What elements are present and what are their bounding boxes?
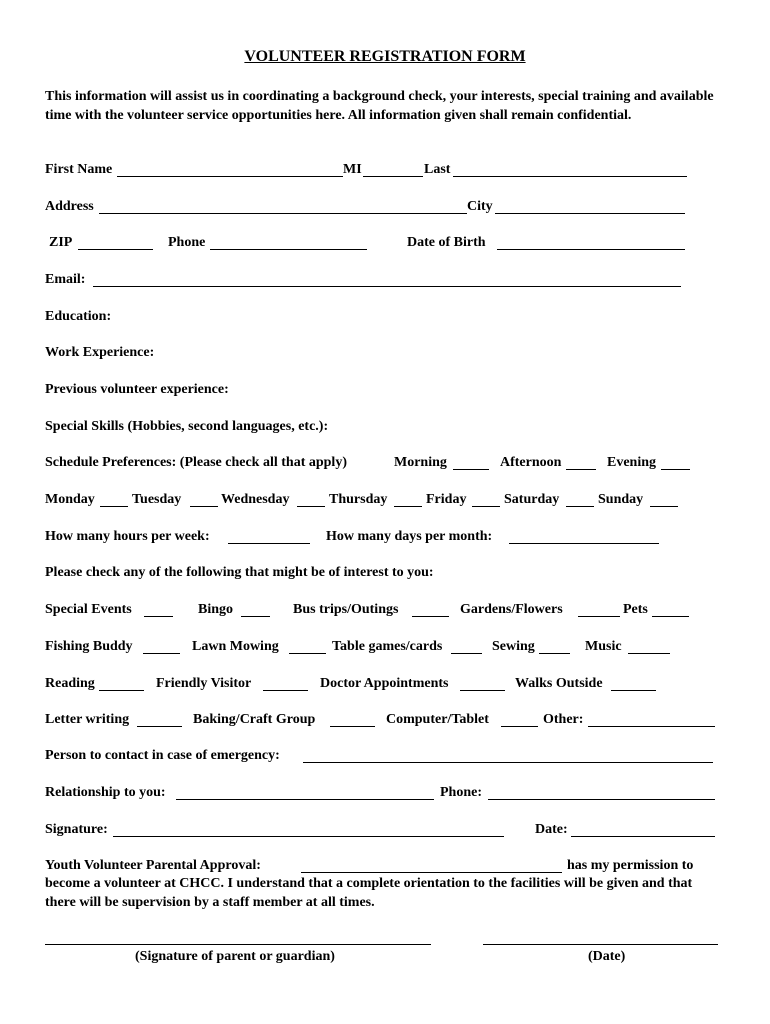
fishing-buddy-label: Fishing Buddy bbox=[45, 639, 133, 654]
bus-trips-label: Bus trips/Outings bbox=[293, 602, 399, 617]
reading-label: Reading bbox=[45, 676, 95, 691]
email-row bbox=[45, 271, 745, 289]
computer-tablet-checkbox[interactable] bbox=[501, 726, 538, 727]
relationship-field[interactable] bbox=[176, 799, 434, 800]
table-games-checkbox[interactable] bbox=[451, 653, 482, 654]
doctor-appointments-label: Doctor Appointments bbox=[320, 676, 449, 691]
schedule-row bbox=[45, 454, 745, 472]
email-field[interactable] bbox=[93, 286, 681, 287]
last-name-label: Last bbox=[424, 162, 451, 177]
emergency-contact-field[interactable] bbox=[303, 762, 713, 763]
dob-field[interactable] bbox=[497, 249, 685, 250]
pets-checkbox[interactable] bbox=[652, 616, 689, 617]
reading-checkbox[interactable] bbox=[99, 690, 144, 691]
intro-paragraph: This information will assist us in coordinating a background check, your interests, special training and available time with the volunteer service opportunities here. All information given shall remain confidential. bbox=[45, 89, 714, 123]
relationship-row bbox=[45, 784, 745, 802]
bingo-checkbox[interactable] bbox=[241, 616, 270, 617]
friday-checkbox[interactable] bbox=[472, 506, 500, 507]
permission-text: has my permission to bbox=[567, 858, 694, 873]
parental-approval-text: become a volunteer at CHCC. I understand that a complete orientation to the facilities will be given and that there will be supervision by a staff member at all times. bbox=[45, 876, 693, 910]
sunday-checkbox[interactable] bbox=[650, 506, 678, 507]
gardens-flowers-label: Gardens/Flowers bbox=[460, 602, 563, 617]
date-field[interactable] bbox=[571, 836, 715, 837]
sewing-label: Sewing bbox=[492, 639, 535, 654]
emergency-row bbox=[45, 747, 745, 765]
gardens-flowers-checkbox[interactable] bbox=[578, 616, 620, 617]
monday-label: Monday bbox=[45, 492, 95, 507]
zip-field[interactable] bbox=[78, 249, 153, 250]
city-label: City bbox=[467, 199, 493, 214]
bus-trips-checkbox[interactable] bbox=[412, 616, 449, 617]
hours-per-week-label: How many hours per week: bbox=[45, 529, 210, 544]
evening-label: Evening bbox=[607, 455, 657, 470]
email-label: Email: bbox=[45, 272, 86, 287]
hours-row bbox=[45, 528, 745, 546]
signature-row bbox=[45, 821, 745, 839]
saturday-checkbox[interactable] bbox=[566, 506, 594, 507]
first-name-label: First Name bbox=[45, 162, 113, 177]
days-row bbox=[45, 491, 745, 509]
special-skills-label: Special Skills (Hobbies, second languages, etc.): bbox=[45, 419, 329, 434]
name-row bbox=[45, 161, 745, 179]
mi-field[interactable] bbox=[363, 176, 423, 177]
thursday-checkbox[interactable] bbox=[394, 506, 422, 507]
evening-checkbox[interactable] bbox=[661, 469, 690, 470]
hours-per-week-field[interactable] bbox=[228, 543, 310, 544]
morning-label: Morning bbox=[394, 455, 447, 470]
address-field[interactable] bbox=[99, 213, 467, 214]
letter-writing-label: Letter writing bbox=[45, 712, 130, 727]
emergency-phone-field[interactable] bbox=[488, 799, 715, 800]
wednesday-checkbox[interactable] bbox=[297, 506, 325, 507]
special-events-label: Special Events bbox=[45, 602, 132, 617]
parental-approval-row bbox=[45, 857, 745, 875]
walks-outside-checkbox[interactable] bbox=[611, 690, 656, 691]
interests-row-3 bbox=[45, 675, 745, 693]
days-per-month-field[interactable] bbox=[509, 543, 659, 544]
doctor-appointments-checkbox[interactable] bbox=[460, 690, 505, 691]
morning-checkbox[interactable] bbox=[453, 469, 489, 470]
schedule-label: Schedule Preferences: (Please check all that apply) bbox=[45, 455, 347, 470]
relationship-label: Relationship to you: bbox=[45, 785, 166, 800]
table-games-label: Table games/cards bbox=[332, 639, 443, 654]
parental-approval-label: Youth Volunteer Parental Approval: bbox=[45, 858, 261, 873]
special-events-checkbox[interactable] bbox=[144, 616, 173, 617]
education-label: Education: bbox=[45, 309, 112, 324]
first-name-field[interactable] bbox=[117, 176, 343, 177]
last-name-field[interactable] bbox=[453, 176, 687, 177]
tuesday-checkbox[interactable] bbox=[190, 506, 218, 507]
days-per-month-label: How many days per month: bbox=[326, 529, 493, 544]
monday-checkbox[interactable] bbox=[100, 506, 128, 507]
address-label: Address bbox=[45, 199, 94, 214]
zip-phone-dob-row bbox=[45, 234, 745, 252]
letter-writing-checkbox[interactable] bbox=[137, 726, 182, 727]
music-label: Music bbox=[585, 639, 622, 654]
lawn-mowing-checkbox[interactable] bbox=[289, 653, 326, 654]
phone-field[interactable] bbox=[210, 249, 367, 250]
baking-craft-label: Baking/Craft Group bbox=[193, 712, 316, 727]
bingo-label: Bingo bbox=[198, 602, 234, 617]
tuesday-label: Tuesday bbox=[132, 492, 182, 507]
music-checkbox[interactable] bbox=[628, 653, 670, 654]
friendly-visitor-checkbox[interactable] bbox=[263, 690, 308, 691]
afternoon-label: Afternoon bbox=[500, 455, 562, 470]
phone-label: Phone bbox=[168, 235, 206, 250]
address-row bbox=[45, 198, 745, 216]
signature-field[interactable] bbox=[113, 836, 504, 837]
friendly-visitor-label: Friendly Visitor bbox=[156, 676, 252, 691]
emergency-contact-label: Person to contact in case of emergency: bbox=[45, 748, 280, 763]
parent-signature-line[interactable] bbox=[45, 944, 431, 945]
form-title: VOLUNTEER REGISTRATION FORM bbox=[244, 48, 526, 65]
parent-signature-caption: (Signature of parent or guardian) bbox=[135, 949, 335, 964]
zip-label: ZIP bbox=[49, 235, 73, 250]
other-field[interactable] bbox=[588, 726, 715, 727]
interests-prompt: Please check any of the following that might be of interest to you: bbox=[45, 565, 434, 580]
city-field[interactable] bbox=[495, 213, 685, 214]
pets-label: Pets bbox=[623, 602, 648, 617]
sunday-label: Sunday bbox=[598, 492, 644, 507]
mi-label: MI bbox=[343, 162, 362, 177]
interests-row-1 bbox=[45, 601, 745, 619]
interests-row-4 bbox=[45, 711, 745, 729]
previous-experience-label: Previous volunteer experience: bbox=[45, 382, 229, 397]
youth-name-field[interactable] bbox=[301, 872, 562, 873]
dob-label: Date of Birth bbox=[407, 235, 486, 250]
computer-tablet-label: Computer/Tablet bbox=[386, 712, 489, 727]
parent-date-line[interactable] bbox=[483, 944, 718, 945]
fishing-buddy-checkbox[interactable] bbox=[143, 653, 180, 654]
other-label: Other: bbox=[543, 712, 584, 727]
emergency-phone-label: Phone: bbox=[440, 785, 482, 800]
baking-craft-checkbox[interactable] bbox=[330, 726, 375, 727]
wednesday-label: Wednesday bbox=[221, 492, 290, 507]
lawn-mowing-label: Lawn Mowing bbox=[192, 639, 279, 654]
sewing-checkbox[interactable] bbox=[539, 653, 570, 654]
interests-row-2 bbox=[45, 638, 745, 656]
parent-date-caption: (Date) bbox=[588, 949, 626, 964]
date-label: Date: bbox=[535, 822, 568, 837]
friday-label: Friday bbox=[426, 492, 467, 507]
walks-outside-label: Walks Outside bbox=[515, 676, 603, 691]
signature-label: Signature: bbox=[45, 822, 108, 837]
thursday-label: Thursday bbox=[329, 492, 388, 507]
afternoon-checkbox[interactable] bbox=[566, 469, 596, 470]
saturday-label: Saturday bbox=[504, 492, 560, 507]
work-experience-label: Work Experience: bbox=[45, 345, 155, 360]
